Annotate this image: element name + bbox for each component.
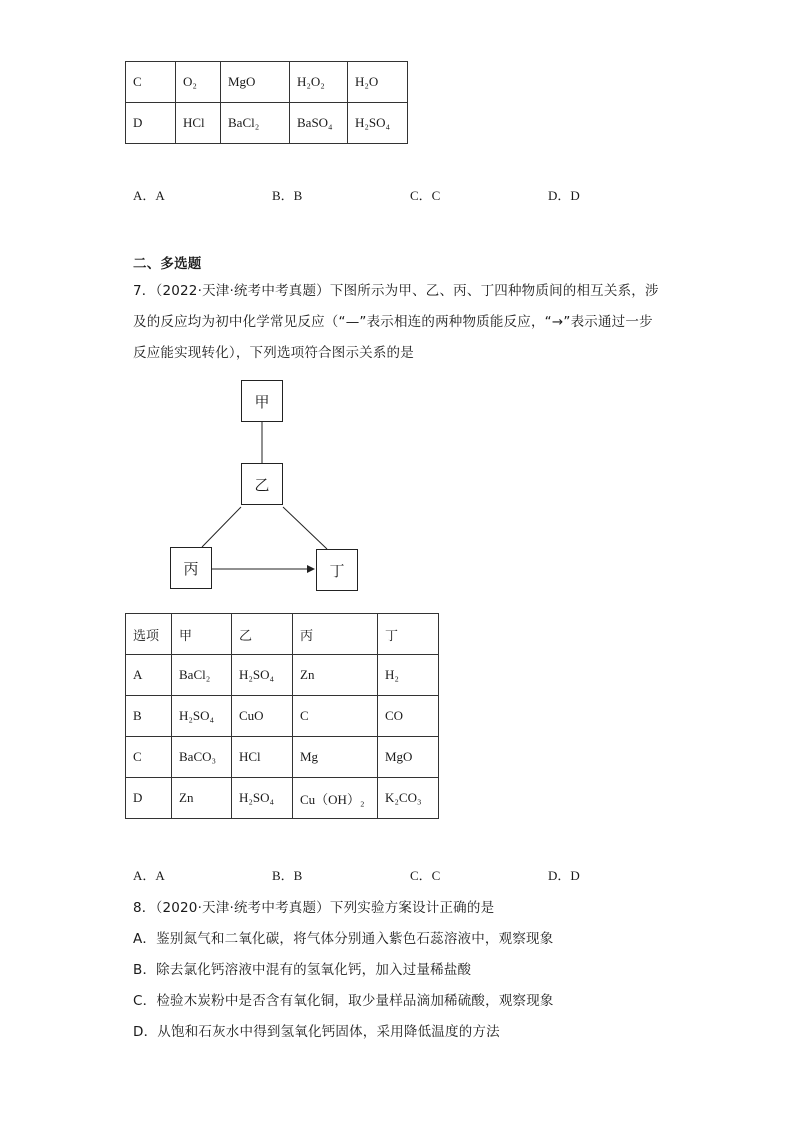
q8-choice-d[interactable]: D．从饱和石灰水中得到氢氧化钙固体，采用降低温度的方法: [133, 1024, 500, 1040]
edge-yi-ding: [283, 507, 327, 549]
q8-choice-c[interactable]: C．检验木炭粉中是否含有氧化铜，取少量样品滴加稀硫酸，观察现象: [133, 993, 554, 1009]
table-cell: BaCl₂: [221, 103, 290, 144]
option-a[interactable]: A．A: [133, 188, 165, 203]
table-cell: BaCl₂: [172, 655, 232, 696]
q8-choice-a[interactable]: A．鉴别氮气和二氧化碳，将气体分别通入紫色石蕊溶液中，观察现象: [133, 931, 554, 947]
table-header-cell: 甲: [172, 614, 232, 655]
option-d[interactable]: D．D: [548, 188, 580, 203]
table-cell: C: [126, 62, 176, 103]
table-cell: H₂SO₄: [348, 103, 408, 144]
table-row: [126, 778, 439, 819]
table-cell: A: [126, 655, 172, 696]
table-header-cell: 丁: [378, 614, 439, 655]
section-heading: 二、多选题: [133, 256, 202, 272]
table-cell: O₂: [176, 62, 221, 103]
table-cell: D: [126, 778, 172, 819]
table-cell: Zn: [172, 778, 232, 819]
table-cell: Zn: [293, 655, 378, 696]
q8-choice-b[interactable]: B．除去氯化钙溶液中混有的氢氧化钙，加入过量稀盐酸: [133, 962, 472, 978]
table-cell: H₂SO₄: [232, 778, 293, 819]
table-cell: CO: [378, 696, 439, 737]
table-cell: MgO: [221, 62, 290, 103]
edge-yi-bing: [202, 507, 241, 547]
table-header-cell: 选项: [126, 614, 172, 655]
q7-stem-line-2: 及的反应均为初中化学常见反应（“—”表示相连的两种物质能反应，“→”表示通过一步: [133, 314, 653, 330]
table-cell: H₂O: [348, 62, 408, 103]
table-cell: CuO: [232, 696, 293, 737]
option-c[interactable]: C．C: [410, 188, 441, 203]
node-bing: 丙: [170, 547, 212, 589]
table-header-cell: 乙: [232, 614, 293, 655]
table-header-cell: 丙: [293, 614, 378, 655]
table-row: [126, 655, 439, 696]
table-cell: HCl: [176, 103, 221, 144]
option-a[interactable]: A．A: [133, 868, 165, 883]
table-cell: K₂CO₃: [378, 778, 439, 819]
table-cell: MgO: [378, 737, 439, 778]
node-yi: 乙: [241, 463, 283, 505]
table-cell: H₂SO₄: [172, 696, 232, 737]
q7-stem-line-3: 反应能实现转化），下列选项符合图示关系的是: [133, 345, 414, 361]
table-header-row: [126, 614, 439, 655]
table-cell: B: [126, 696, 172, 737]
table-row: [126, 737, 439, 778]
table-cell: H₂: [378, 655, 439, 696]
table-cell: C: [126, 737, 172, 778]
option-b[interactable]: B．B: [272, 188, 303, 203]
q8-stem: 8．（2020·天津·统考中考真题）下列实验方案设计正确的是: [133, 900, 495, 916]
q7-stem-line-1: 7．（2022·天津·统考中考真题）下图所示为甲、乙、丙、丁四种物质间的相互关系，涉: [133, 283, 659, 299]
table-cell: HCl: [232, 737, 293, 778]
table-cell: C: [293, 696, 378, 737]
q7-options-table: [125, 613, 439, 819]
table-cell: H₂O₂: [290, 62, 348, 103]
node-ding: 丁: [316, 549, 358, 591]
table-cell: D: [126, 103, 176, 144]
option-b[interactable]: B．B: [272, 868, 303, 883]
node-jia: 甲: [241, 380, 283, 422]
table-cell: Cu（OH）₂: [293, 778, 378, 819]
option-d[interactable]: D．D: [548, 868, 580, 883]
table-row: [126, 696, 439, 737]
option-c[interactable]: C．C: [410, 868, 441, 883]
table-cell: Mg: [293, 737, 378, 778]
table-cell: BaCO₃: [172, 737, 232, 778]
table-cell: BaSO₄: [290, 103, 348, 144]
table-cell: H₂SO₄: [232, 655, 293, 696]
